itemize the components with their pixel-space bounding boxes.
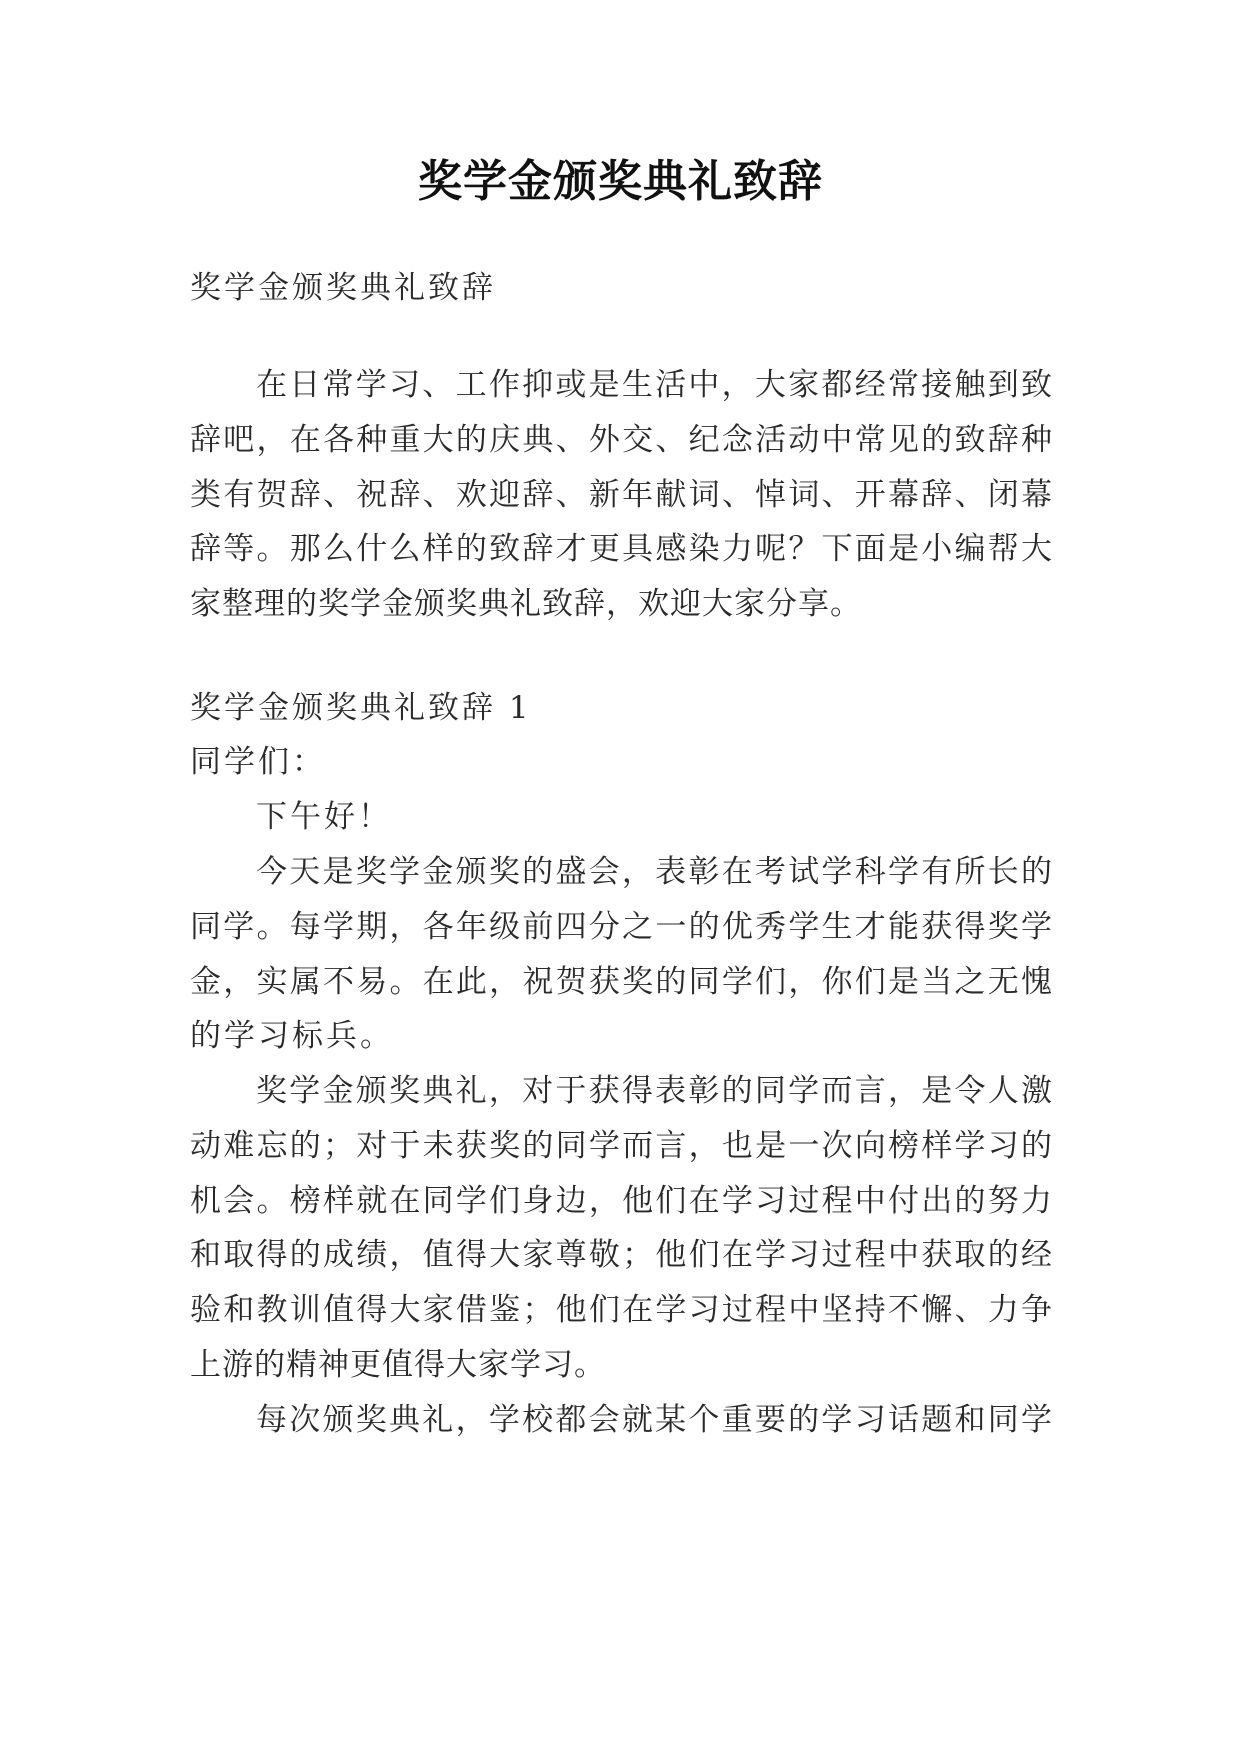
paragraph-line: 今天是奖学金颁奖的盛会，表彰在考试学科学有所长的 — [256, 854, 1052, 890]
paragraph-line: 每次颁奖典礼，学校都会就某个重要的学习话题和同学 — [256, 1402, 1052, 1438]
greeting: 下午好！ — [256, 799, 392, 835]
intro-line: 辞吧，在各种重大的庆典、外交、纪念活动中常见的致辞种 — [190, 422, 1052, 458]
paragraph-line: 奖学金颁奖典礼，对于获得表彰的同学而言，是令人激 — [256, 1073, 1052, 1109]
salutation: 同学们： — [190, 744, 326, 780]
intro-line: 类有贺辞、祝辞、欢迎辞、新年献词、悼词、开幕辞、闭幕 — [190, 477, 1052, 513]
paragraph-line: 动难忘的；对于未获奖的同学而言，也是一次向榜样学习的 — [190, 1128, 1052, 1164]
intro-line: 辞等。那么什么样的致辞才更具感染力呢？下面是小编帮大 — [190, 531, 1052, 567]
paragraph-line: 同学。每学期，各年级前四分之一的优秀学生才能获得奖学 — [190, 909, 1052, 945]
paragraph-line: 机会。榜样就在同学们身边，他们在学习过程中付出的努力 — [190, 1183, 1052, 1219]
intro-line: 家整理的奖学金颁奖典礼致辞，欢迎大家分享。 — [190, 586, 862, 622]
paragraph-line: 金，实属不易。在此，祝贺获奖的同学们，你们是当之无愧 — [190, 964, 1052, 1000]
paragraph-line: 上游的精神更值得大家学习。 — [190, 1347, 606, 1383]
document-subtitle: 奖学金颁奖典礼致辞 — [190, 270, 496, 306]
paragraph-line: 验和教训值得大家借鉴；他们在学习过程中坚持不懈、力争 — [190, 1292, 1052, 1328]
paragraph-line: 和取得的成绩，值得大家尊敬；他们在学习过程中获取的经 — [190, 1237, 1052, 1273]
document-title: 奖学金颁奖典礼致辞 — [418, 156, 823, 207]
intro-line: 在日常学习、工作抑或是生活中，大家都经常接触到致 — [256, 367, 1052, 403]
section-heading: 奖学金颁奖典礼致辞 1 — [190, 690, 532, 726]
paragraph-line: 的学习标兵。 — [190, 1018, 394, 1054]
